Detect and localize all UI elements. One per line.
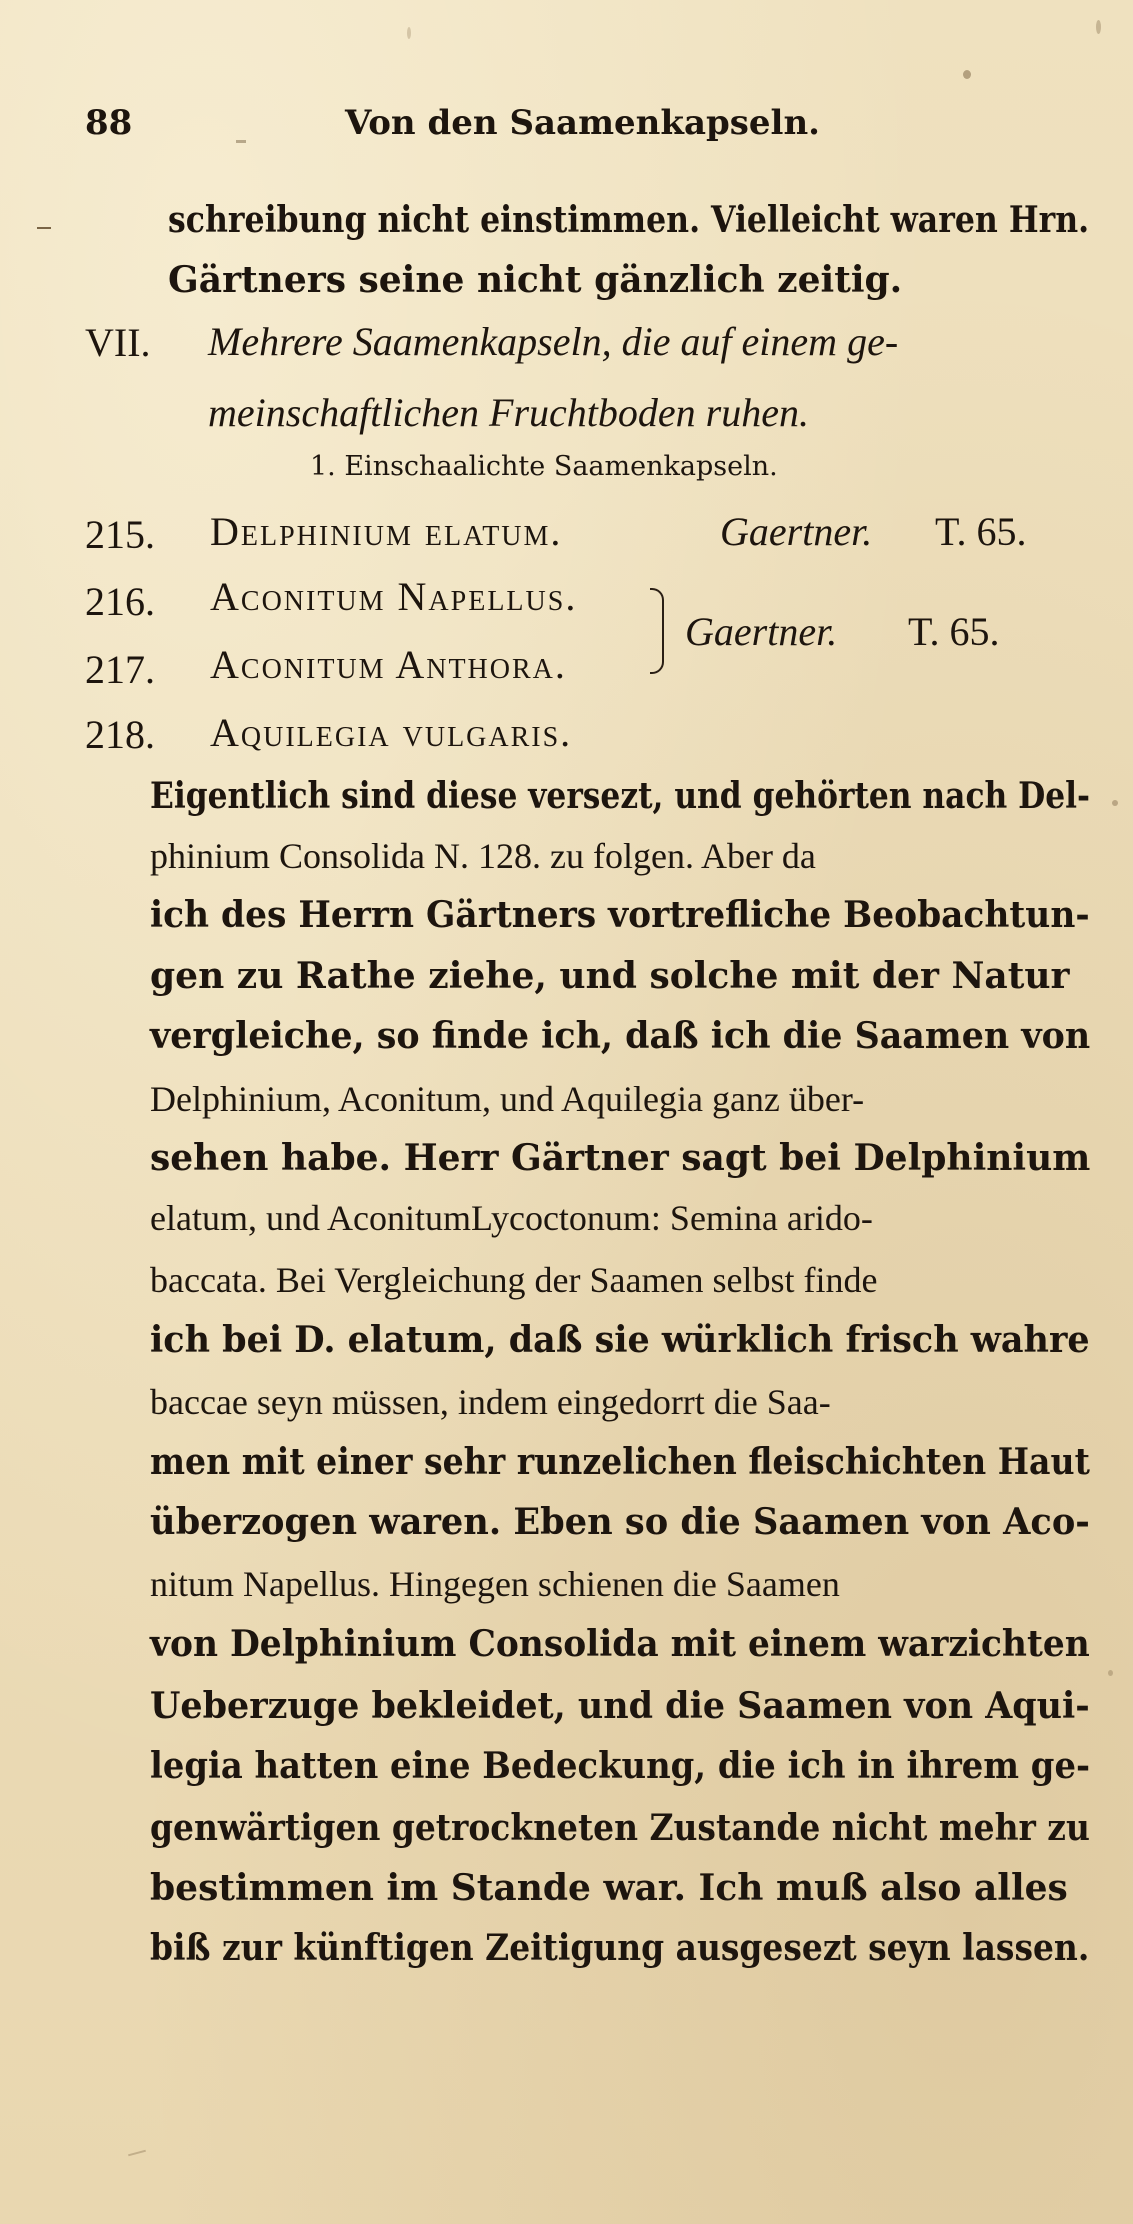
body-line: genwärtigen getrockneten Zustande nicht mehr zu — [150, 1807, 1090, 1849]
ink-speck — [1112, 800, 1118, 806]
entry-number: 216. — [85, 579, 155, 624]
entry-number: 217. — [85, 647, 155, 692]
entry-number: 218. — [85, 712, 155, 757]
entry-name: Aconitum Anthora. — [210, 642, 567, 687]
ink-speck — [1096, 20, 1101, 34]
page-number: 88 — [85, 103, 133, 143]
body-line: phinium Consolida N. 128. zu folgen. Aber da — [150, 836, 816, 876]
margin-dash — [37, 227, 51, 229]
grouping-brace — [650, 588, 664, 674]
body-line: bestimmen im Stande war. Ich muß also alles — [150, 1867, 1068, 1909]
entry-name: Aconitum Napellus. — [210, 574, 578, 619]
running-title: Von den Saamenkapseln. — [345, 103, 821, 143]
entry-name: Delphinium elatum. — [210, 509, 563, 554]
body-line: baccae seyn müssen, indem eingedorrt die Saa- — [150, 1382, 831, 1422]
section-numeral: VII. — [85, 320, 151, 365]
body-line: sehen habe. Herr Gärtner sagt bei Delphinium — [150, 1137, 1091, 1179]
body-line: elatum, und AconitumLycoctonum: Semina arido- — [150, 1198, 873, 1238]
section-title: meinschaftlichen Fruchtboden ruhen. — [208, 390, 809, 435]
entry-name: Aquilegia vulgaris. — [210, 710, 573, 755]
subheading: 1. Einschaalichte Saamenkapseln. — [310, 451, 778, 482]
entry-author: Gaertner. — [720, 509, 873, 554]
body-line: vergleiche, so finde ich, daß ich die Saamen von — [150, 1015, 1091, 1057]
brace-author: Gaertner. — [685, 609, 838, 654]
entry-number: 215. — [85, 512, 155, 557]
body-line: men mit einer sehr runzelichen fleischichten Haut — [150, 1441, 1090, 1483]
body-line: biß zur künftigen Zeitigung ausgesezt seyn lassen. — [150, 1927, 1090, 1969]
ink-speck — [963, 70, 971, 79]
body-line: ich bei D. elatum, daß sie würklich frisch wahre — [150, 1319, 1090, 1361]
section-title: Mehrere Saamenkapseln, die auf einem ge- — [208, 319, 899, 364]
intro-line: schreibung nicht einstimmen. Vielleicht waren Hrn. — [168, 199, 1090, 241]
intro-line: Gärtners seine nicht gänzlich zeitig. — [168, 259, 903, 301]
body-line: gen zu Rathe ziehe, und solche mit der Natur — [150, 955, 1070, 997]
body-line: baccata. Bei Vergleichung der Saamen selbst finde — [150, 1260, 878, 1300]
body-line: überzogen waren. Eben so die Saamen von Aco- — [150, 1501, 1090, 1543]
body-line: nitum Napellus. Hingegen schienen die Saamen — [150, 1564, 840, 1604]
body-line: Ueberzuge bekleidet, und die Saamen von Aqui- — [150, 1685, 1090, 1727]
brace-ref: T. 65. — [908, 609, 1000, 654]
header-mark — [236, 140, 246, 143]
body-line: ich des Herrn Gärtners vortrefliche Beobachtun- — [150, 894, 1090, 936]
ink-speck — [407, 27, 411, 39]
body-line: legia hatten eine Bedeckung, die ich in ihrem ge- — [150, 1745, 1090, 1787]
ink-speck — [1108, 1670, 1113, 1676]
entry-ref: T. 65. — [935, 509, 1027, 554]
body-line: Eigentlich sind diese versezt, und gehörten nach Del- — [150, 775, 1091, 817]
body-line: Delphinium, Aconitum, und Aquilegia ganz über- — [150, 1079, 865, 1119]
stray-mark — [128, 2150, 146, 2157]
body-line: von Delphinium Consolida mit einem warzichten — [150, 1623, 1090, 1665]
